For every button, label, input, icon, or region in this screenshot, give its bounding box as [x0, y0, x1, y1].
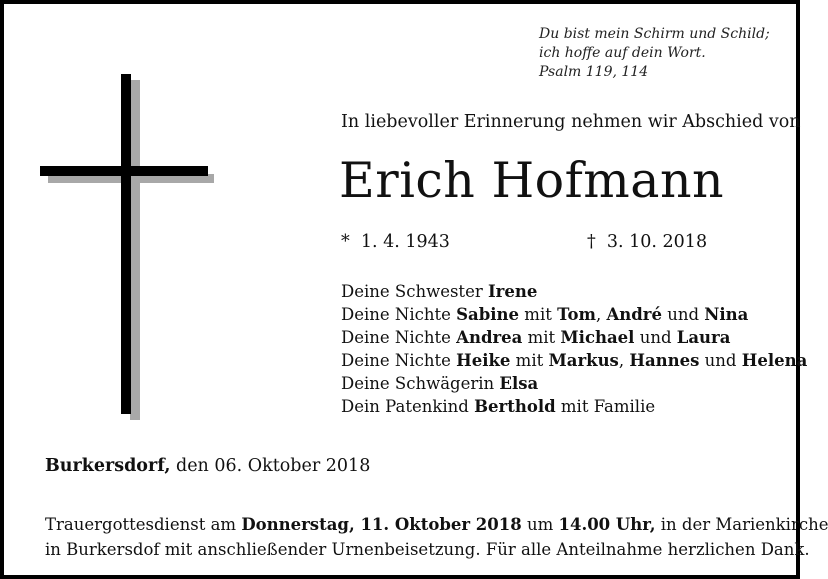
- psalm-line-2: ich hoffe auf dein Wort.: [539, 45, 706, 61]
- text-segment: Deine Schwägerin: [341, 374, 500, 393]
- bold-name: Markus: [548, 351, 619, 370]
- bold-name: Nina: [704, 305, 749, 324]
- bold-name: Elsa: [499, 374, 539, 393]
- bold-name: Hannes: [629, 351, 700, 370]
- bold-name: André: [606, 305, 662, 324]
- bold-name: Laura: [676, 328, 731, 347]
- death-date-value: 3. 10. 2018: [606, 232, 708, 252]
- bold-name: Michael: [560, 328, 635, 347]
- mourner-line: [341, 395, 807, 418]
- bold-name: Irene: [487, 282, 538, 301]
- text-segment: in der Marienkirche: [655, 515, 828, 534]
- service-info: [45, 512, 828, 562]
- place-town: Burkersdorf,: [45, 456, 171, 476]
- service-line-2: in Burkersdof mit anschließender Urnenbeisetzung. Für alle Anteilnahme herzlichen Dank.: [45, 540, 810, 559]
- intro-text: In liebevoller Erinnerung nehmen wir Abschied von: [341, 112, 801, 132]
- bold-name: Tom: [557, 305, 596, 324]
- place-date: den 06. Oktober 2018: [170, 456, 371, 476]
- place-and-date: [45, 456, 370, 476]
- cross-bar-vertical: [121, 74, 131, 414]
- mourner-line: [341, 303, 807, 326]
- bold-name: Helena: [741, 351, 808, 370]
- deceased-name: Erich Hofmann: [339, 152, 725, 209]
- bold-name: Andrea: [456, 328, 523, 347]
- text-segment: Deine Schwester: [341, 282, 488, 301]
- text-segment: mit: [522, 328, 561, 347]
- cross-shadow-vertical: [130, 80, 140, 420]
- service-line-1: [45, 512, 828, 537]
- birth-date: [341, 232, 450, 252]
- death-symbol: †: [587, 232, 596, 252]
- text-segment: Deine Nichte: [341, 328, 457, 347]
- mourner-line: [341, 326, 807, 349]
- cross-bar-horizontal: [40, 166, 208, 176]
- text-segment: mit Familie: [555, 397, 656, 416]
- text-segment: ,: [618, 351, 630, 370]
- text-segment: und: [634, 328, 677, 347]
- psalm-line-1: Du bist mein Schirm und Schild;: [539, 26, 770, 42]
- bold-name: Sabine: [456, 305, 520, 324]
- bold-name: 14.00 Uhr,: [558, 515, 656, 534]
- bold-name: Heike: [456, 351, 511, 370]
- text-segment: und: [661, 305, 705, 324]
- text-segment: mit: [510, 351, 549, 370]
- birth-symbol: *: [341, 232, 350, 252]
- mourners-list: [341, 280, 807, 418]
- life-dates: [341, 232, 741, 256]
- mourner-line: [341, 372, 807, 395]
- text-segment: Dein Patenkind: [341, 397, 475, 416]
- text-segment: ,: [595, 305, 607, 324]
- psalm-reference: Psalm 119, 114: [539, 64, 649, 80]
- text-segment: mit: [519, 305, 558, 324]
- text-segment: und: [699, 351, 742, 370]
- text-segment: um: [521, 515, 559, 534]
- mourner-line: [341, 349, 807, 372]
- bold-name: Berthold: [474, 397, 556, 416]
- birth-date-value: 1. 4. 1943: [360, 232, 450, 252]
- bold-name: Donnerstag, 11. Oktober 2018: [241, 515, 522, 534]
- psalm-quote: [539, 25, 789, 82]
- mourner-line: [341, 280, 807, 303]
- death-date: [587, 232, 707, 252]
- text-segment: Deine Nichte: [341, 305, 457, 324]
- cross-icon: [40, 74, 220, 424]
- text-segment: Deine Nichte: [341, 351, 457, 370]
- text-segment: Trauergottesdienst am: [45, 515, 242, 534]
